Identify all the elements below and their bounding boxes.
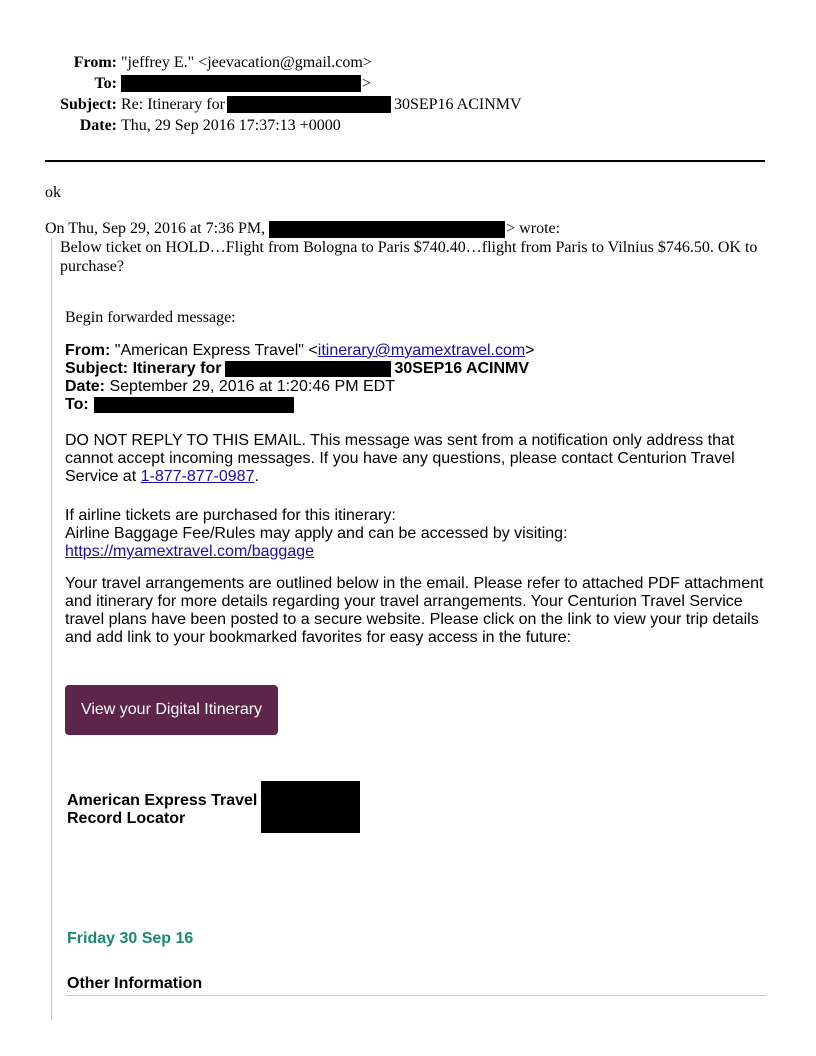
baggage-line-2: Airline Baggage Fee/Rules may apply and can be accessed by visiting: bbox=[65, 525, 568, 542]
fwd-from-row bbox=[65, 342, 535, 360]
forwarded-label: Begin forwarded message: bbox=[65, 309, 236, 326]
subject-suffix: 30SEP16 ACINMV bbox=[393, 96, 522, 113]
baggage-link[interactable]: https://myamextravel.com/baggage bbox=[65, 543, 315, 560]
redaction-block bbox=[121, 75, 361, 92]
locator-line-2: Record Locator bbox=[67, 810, 186, 827]
travel-arrangements-text: Your travel arrangements are outlined below in the email. Please refer to attached PDF attachment and itinerary for more details regarding your travel arrangements. Your Centurion Travel Service travel plans have been posted to a secure website. Please click on the link to view your trip details and add link to your bookmarked favorites for easy access in the future: bbox=[65, 575, 764, 646]
wrote-line bbox=[45, 219, 560, 239]
redaction-block bbox=[227, 96, 391, 113]
redaction-block bbox=[225, 361, 391, 377]
header-date-row bbox=[0, 115, 816, 136]
date-value: Thu, 29 Sep 2016 17:37:13 +0000 bbox=[121, 117, 341, 134]
fwd-from-label: From: bbox=[65, 342, 111, 359]
wrote-prefix: On Thu, Sep 29, 2016 at 7:36 PM, bbox=[45, 220, 266, 237]
no-reply-end: . bbox=[254, 468, 259, 485]
quoted-message bbox=[51, 238, 768, 1020]
header-divider bbox=[45, 160, 765, 162]
phone-link[interactable]: 1-877-877-0987 bbox=[140, 468, 255, 485]
day-heading: Friday 30 Sep 16 bbox=[67, 930, 194, 947]
fwd-to-label: To: bbox=[65, 396, 89, 413]
fwd-date-row bbox=[65, 378, 535, 396]
no-reply-text: DO NOT REPLY TO THIS EMAIL. This message was sent from a notification only address that cannot accept incoming messages. If you have any questions, please contact Centurion Travel Service at bbox=[65, 432, 735, 485]
header-from-row bbox=[0, 52, 816, 73]
locator-line-1: American Express Travel bbox=[67, 792, 258, 809]
header-subject-row bbox=[0, 94, 816, 115]
fwd-subject-suffix: 30SEP16 ACINMV bbox=[394, 360, 530, 377]
from-label: From: bbox=[73, 54, 117, 71]
date-label: Date: bbox=[79, 117, 117, 134]
fwd-date-label: Date: bbox=[65, 378, 106, 395]
fwd-subject-label: Subject: Itinerary for bbox=[65, 360, 222, 377]
to-suffix: > bbox=[362, 75, 372, 92]
forwarded-meta bbox=[65, 342, 535, 414]
redaction-block bbox=[94, 397, 294, 413]
redaction-block bbox=[269, 221, 505, 238]
quoted-intro: Below ticket on HOLD…Flight from Bologna to Paris $740.40…flight from Paris to Vilnius $746.50. OK to purchase? bbox=[60, 239, 758, 275]
subject-prefix: Re: Itinerary for bbox=[121, 96, 225, 113]
fwd-from-name: "American Express Travel" < bbox=[114, 342, 318, 359]
subject-label: Subject: bbox=[60, 96, 117, 113]
email-header bbox=[0, 52, 816, 136]
fwd-date-value: September 29, 2016 at 1:20:46 PM EDT bbox=[109, 378, 395, 395]
baggage-notice bbox=[65, 507, 765, 561]
no-reply-notice bbox=[65, 432, 765, 486]
fwd-from-close: > bbox=[525, 342, 535, 359]
wrote-suffix: > wrote: bbox=[506, 220, 561, 237]
header-to-row bbox=[0, 73, 816, 94]
from-value: "jeffrey E." <jeevacation@gmail.com> bbox=[121, 54, 372, 71]
fwd-from-email-link[interactable]: itinerary@myamextravel.com bbox=[317, 342, 526, 359]
fwd-subject-row bbox=[65, 360, 535, 378]
fwd-to-row bbox=[65, 396, 535, 414]
record-locator-redaction bbox=[261, 781, 360, 833]
baggage-line-1: If airline tickets are purchased for this itinerary: bbox=[65, 507, 396, 524]
view-digital-itinerary-button[interactable]: View your Digital Itinerary bbox=[65, 685, 278, 735]
record-locator-label bbox=[67, 792, 267, 828]
other-information-divider bbox=[66, 995, 766, 996]
other-information-heading: Other Information bbox=[67, 975, 203, 992]
reply-text: ok bbox=[45, 184, 61, 201]
to-label: To: bbox=[94, 75, 117, 92]
